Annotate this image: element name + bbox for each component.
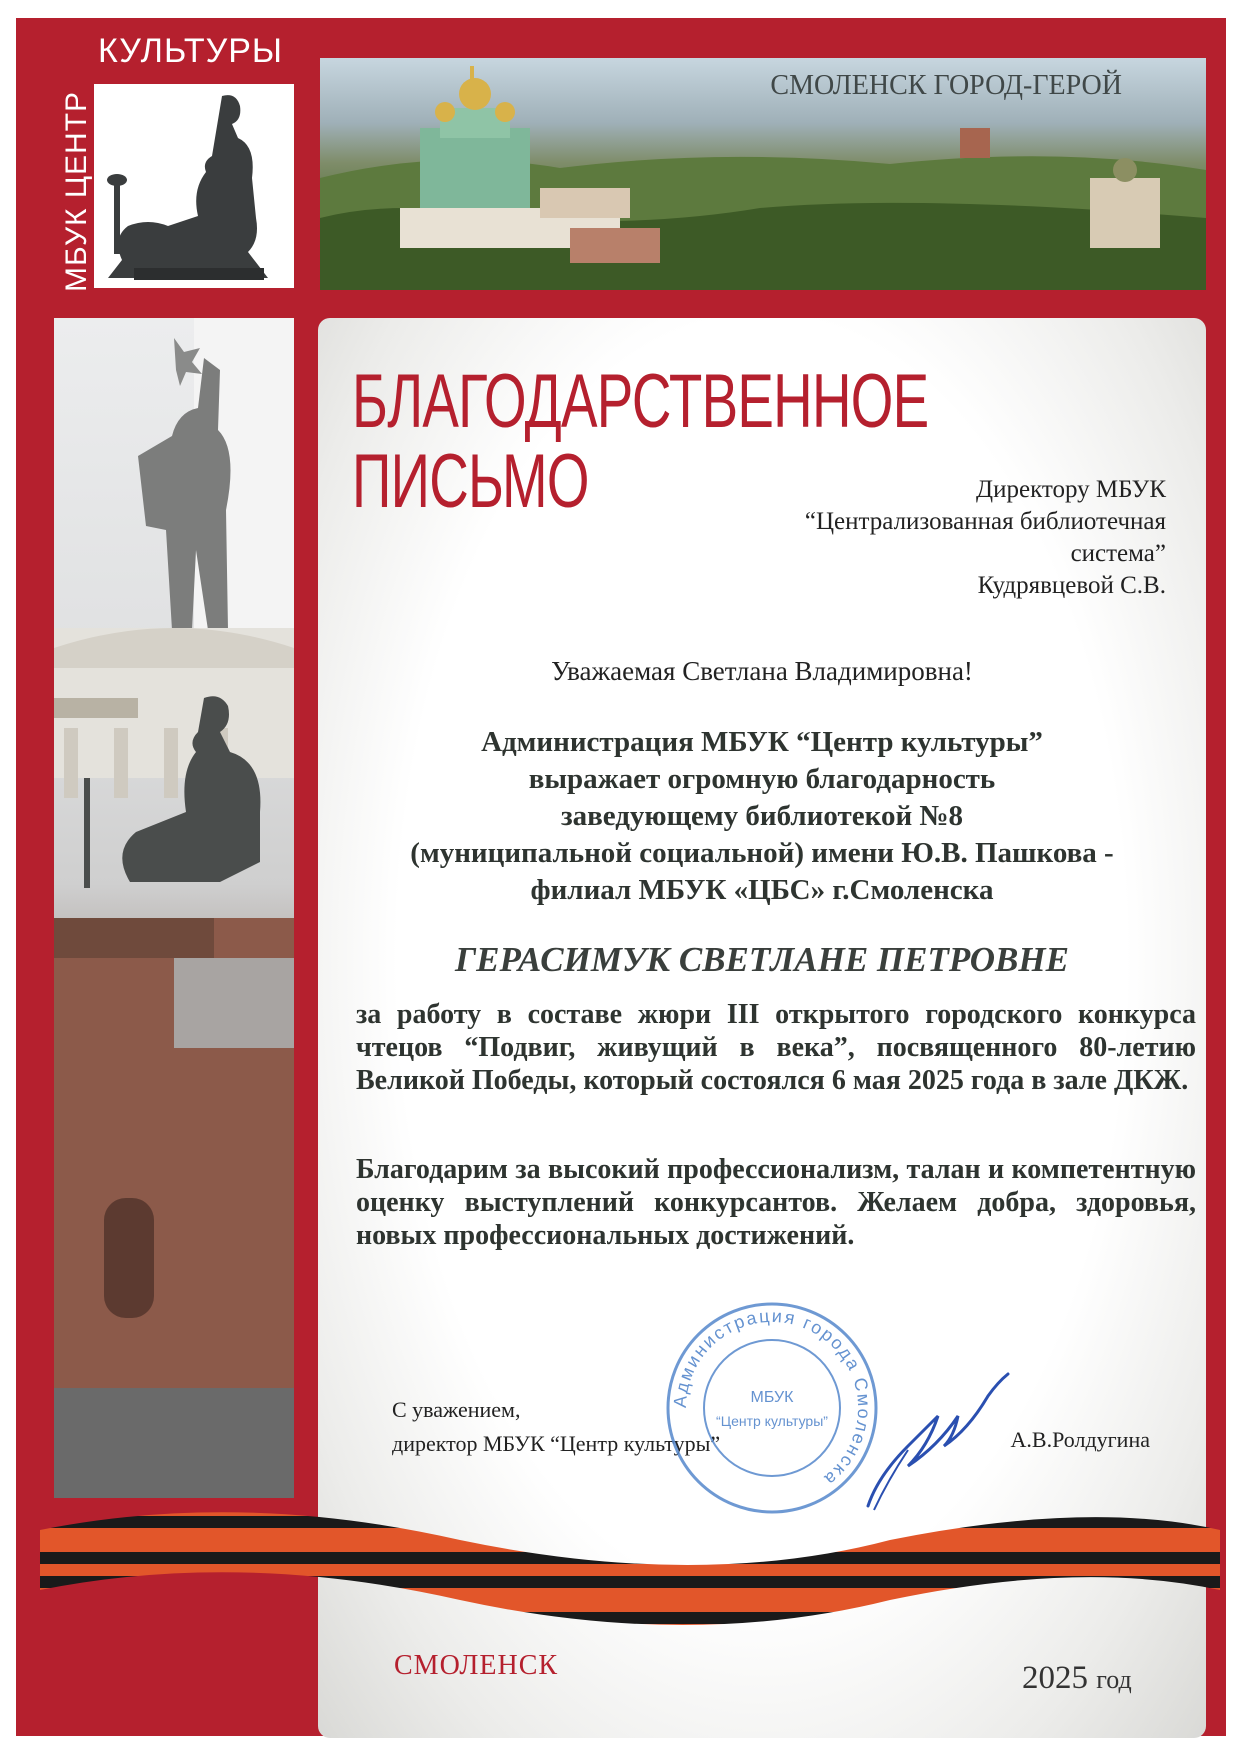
smolensk-panorama-banner [320, 58, 1206, 290]
intro-line: выражает огромную благодарность [528, 763, 996, 795]
logo-side-text: МБУК ЦЕНТР [60, 90, 93, 292]
intro-line: заведующему библиотекой №8 [560, 800, 964, 832]
footer-city: СМОЛЕНСК [394, 1650, 559, 1681]
salutation: Уважаемая Светлана Владимировна! [551, 656, 973, 686]
addressee-line: система” [1070, 540, 1166, 567]
stamp-center-line1: МБУК [750, 1389, 794, 1406]
reason-paragraph: за работу в составе жюри III открытого городского конкурса чтецов “Подвиг, живущий в века”, посвященного 80-летию Великой Победы, который состоялся 6 мая 2025 года в зале ДКЖ. [356, 999, 1196, 1096]
st-george-ribbon [30, 1480, 1226, 1650]
addressee-line: “Централизованная библиотечная [804, 508, 1166, 535]
addressee-line: Директору МБУК [976, 476, 1166, 503]
logo-top-text: КУЛЬТУРЫ [98, 32, 284, 70]
recipient-name: ГЕРАСИМУК СВЕТЛАНЕ ПЕТРОВНЕ [455, 940, 1069, 979]
footer-year-number: 2025 [1022, 1660, 1088, 1696]
intro-line: (муниципальной социальной) имени Ю.В. Пашкова - [410, 837, 1114, 869]
intro-line: Администрация МБУК “Центр культуры” [481, 726, 1043, 758]
footer-year [1022, 1660, 1132, 1697]
document-title-line2: ПИСЬМО [352, 439, 589, 524]
footer-year-suffix: год [1096, 1665, 1132, 1694]
addressee-block [805, 474, 1166, 602]
stamp-ring-text: Администрация города Смоленска [669, 1305, 875, 1491]
banner-title: СМОЛЕНСК ГОРОД-ГЕРОЙ [770, 70, 1122, 101]
regards-line2: директор МБУК “Центр культуры” [392, 1431, 721, 1456]
document-title-line1: БЛАГОДАРСТВЕННОЕ [352, 359, 929, 444]
intro-line: филиал МБУК «ЦБС» г.Смоленска [530, 874, 994, 906]
intro-block [318, 724, 1206, 909]
regards-line1: С уважением, [392, 1397, 521, 1422]
signer-name: А.В.Ролдугина [1010, 1427, 1150, 1452]
logo-monument-image [94, 84, 294, 288]
addressee-line: Кудрявцевой С.В. [977, 572, 1166, 599]
left-photo-collage [54, 318, 294, 1498]
stamp-center-line2: “Центр культуры” [716, 1413, 828, 1429]
wishes-paragraph: Благодарим за высокий профессионализм, талан и компетентную оценку выступлений конкурсантов. Желаем добра, здоровья, новых профессиональных достижений. [356, 1154, 1196, 1251]
